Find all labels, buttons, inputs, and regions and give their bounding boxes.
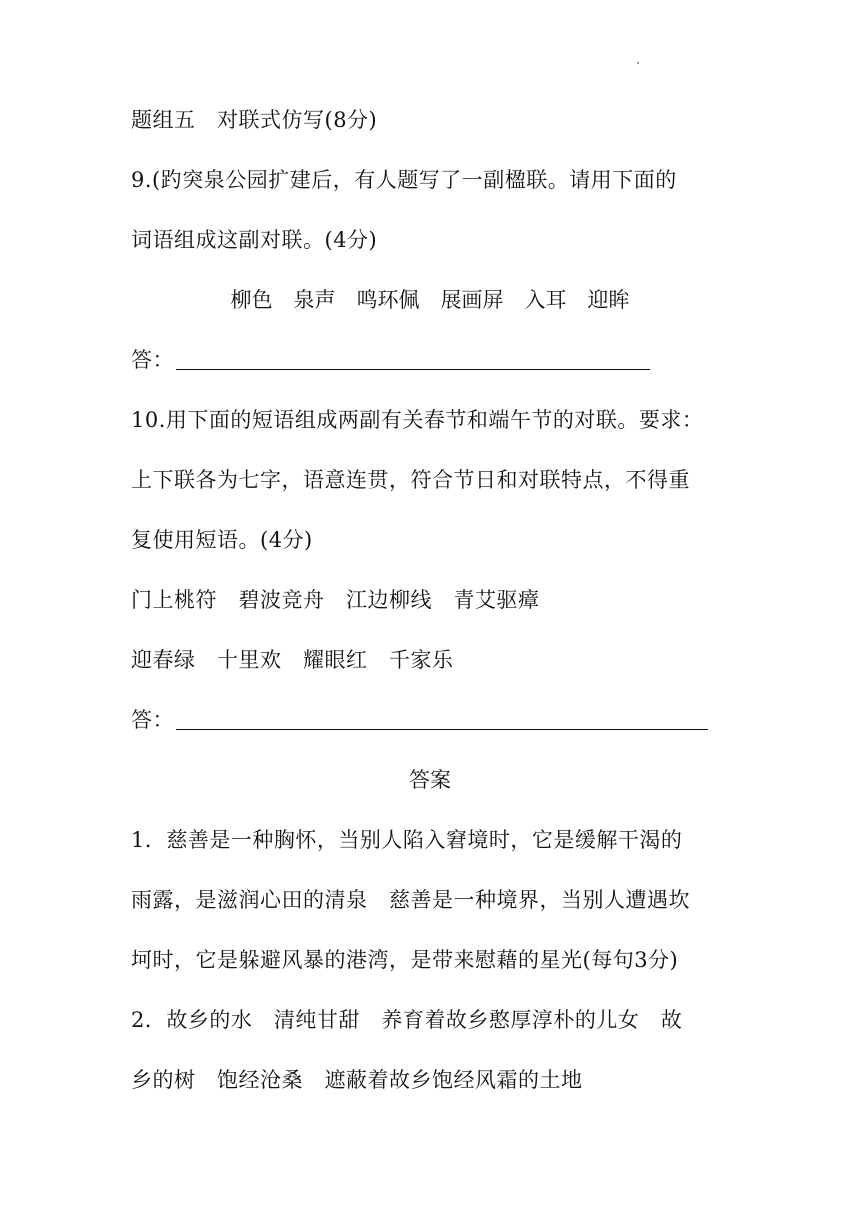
answer-1-line-3: 坷时，它是躲避风暴的港湾，是带来慰藉的星光(每句3分) [131,948,679,972]
q9-answer-label: 答： [131,348,174,372]
section-title: 题组五 对联式仿写(8分) [131,108,378,132]
q9-answer-blank [176,369,650,370]
page-speck [637,62,639,64]
answer-1-line-2: 雨露，是滋润心田的清泉 慈善是一种境界，当别人遭遇坎 [131,888,690,912]
answer-2-line-1: 2．故乡的水 清纯甘甜 养育着故乡憨厚淳朴的儿女 故 [131,1008,683,1032]
q10-phrase-bank-2: 迎春绿 十里欢 耀眼红 千家乐 [131,648,454,672]
answers-heading: 答案 [409,768,451,792]
answer-1-line-1: 1．慈善是一种胸怀，当别人陷入窘境时，它是缓解干渴的 [131,828,683,852]
q10-text-line-2: 上下联各为七字，语意连贯，符合节日和对联特点，不得重 [131,468,690,492]
q10-phrase-bank-1: 门上桃符 碧波竞舟 江边柳线 青艾驱瘴 [131,588,540,612]
q10-text-line-1: 10.用下面的短语组成两副有关春节和端午节的对联。要求： [131,408,704,432]
q9-word-bank: 柳色 泉声 鸣环佩 展画屏 入耳 迎眸 [230,288,630,312]
q10-text-line-3: 复使用短语。(4分) [131,528,313,552]
q9-text-line-2: 词语组成这副对联。(4分) [131,228,378,252]
q10-answer-blank [176,729,708,730]
q10-answer-label: 答： [131,708,174,732]
answer-2-line-2: 乡的树 饱经沧桑 遮蔽着故乡饱经风霜的土地 [131,1068,583,1092]
q9-text-line-1: 9.(趵突泉公园扩建后，有人题写了一副楹联。请用下面的 [131,168,677,192]
